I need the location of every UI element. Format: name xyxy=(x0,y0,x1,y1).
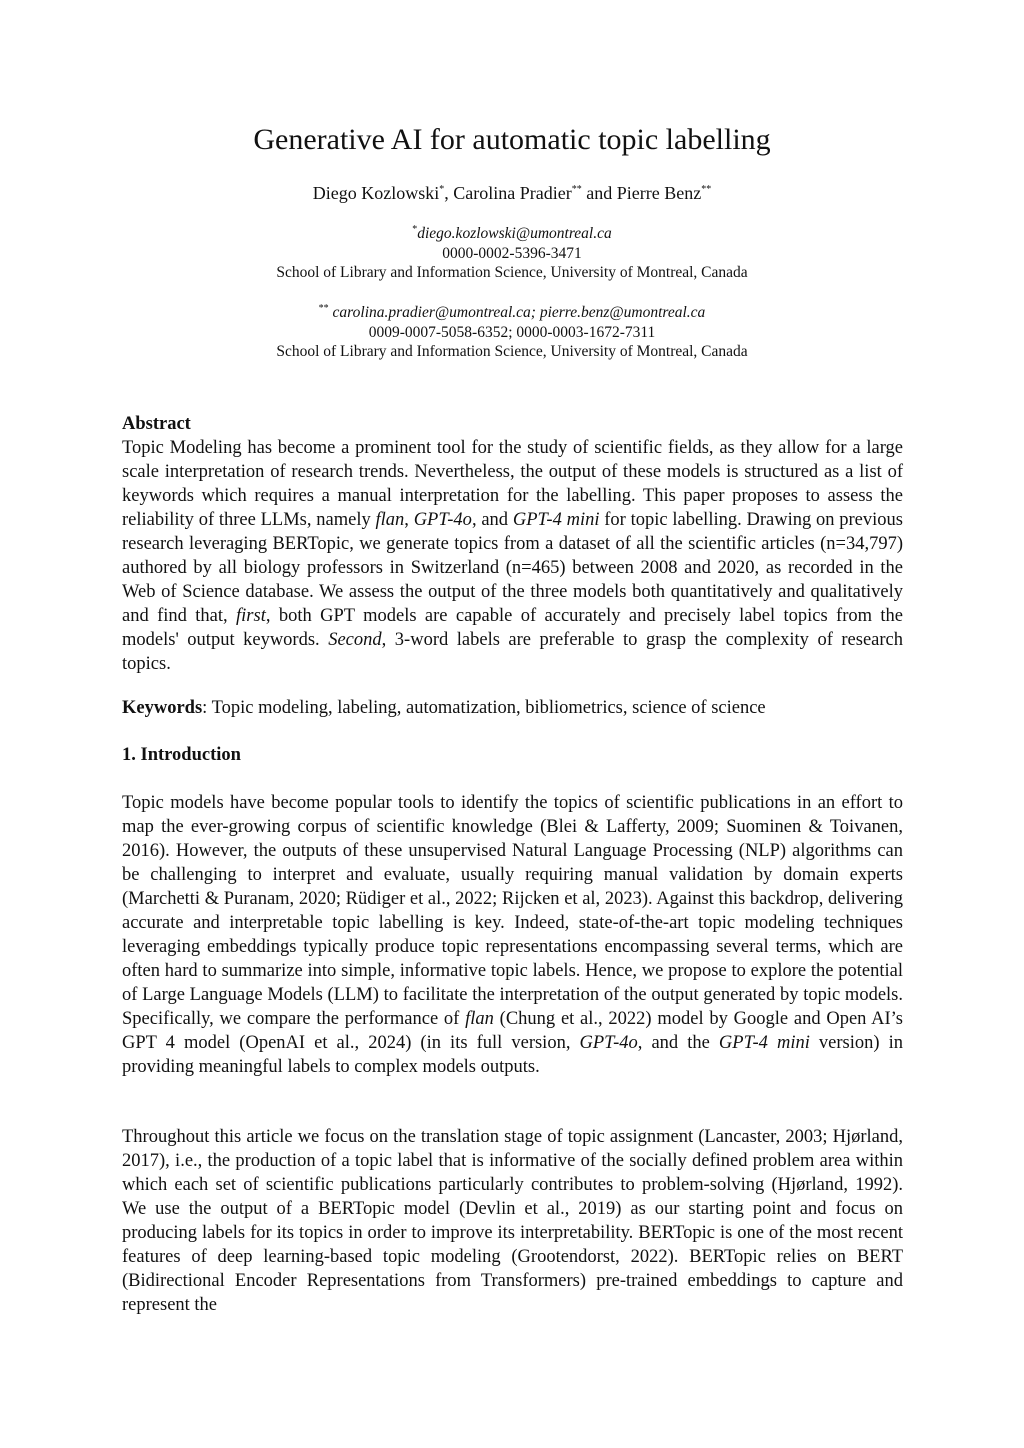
affiliation-block-1 xyxy=(0,224,1024,283)
intro-paragraph-1 xyxy=(122,791,903,1079)
author-separator: and xyxy=(581,183,617,203)
author-marker-2: ** xyxy=(571,184,582,195)
paragraph-text-part: Topic models have become popular tools to identify the topics of scientific publications in an effort to map the ever-growing corpus of scientific knowledge (Blei & Lafferty, 2009; Suominen & Toivanen, 2016). However, the outputs of these unsupervised Natural Language Processing (NLP) algorithms can be challenging to interpret and evaluate, usually requiring manual validation by domain experts (Marchetti & Puranam, 2020; Rüdiger et al., 2022; Rijcken et al, 2023). Against this backdrop, delivering accurate and interpretable topic labelling is key. Indeed, state-of-the-art topic modeling techniques leveraging embeddings typically produce topic representations encompassing several terms, which are often hard to summarize into simple, informative topic labels. Hence, we propose to explore the potential of Large Language Models (LLM) to facilitate the interpretation of the output generated by topic models. Specifically, we compare the performance of xyxy=(122,793,903,1029)
author-kozlowski: Diego Kozlowski xyxy=(312,183,440,203)
abstract-heading: Abstract xyxy=(122,414,191,434)
paragraph-text-part: , and the xyxy=(637,1033,719,1053)
paragraph-text-part: version) in providing meaningful labels to complex models outputs. xyxy=(122,1033,904,1077)
abstract-section xyxy=(122,412,903,676)
affiliation-email-line xyxy=(0,224,1024,244)
abstract-text-part: , xyxy=(404,510,414,530)
keywords-text: : Topic modeling, labeling, automatization, bibliometrics, science of science xyxy=(202,698,766,718)
affiliation-marker: ** xyxy=(318,302,329,314)
affiliation-block-2 xyxy=(0,303,1024,362)
abstract-text xyxy=(122,436,903,676)
affiliation-email-line xyxy=(0,303,1024,323)
orcid-line: 0009-0007-5058-6352; 0000-0003-1672-7311 xyxy=(368,323,656,341)
model-name-flan: flan xyxy=(375,510,405,530)
model-name-gpt4mini: GPT-4 mini xyxy=(718,1033,810,1053)
model-name-flan: flan xyxy=(465,1009,494,1029)
emphasis-second: Second xyxy=(328,630,382,650)
keywords-line xyxy=(122,696,903,720)
model-name-gpt4mini: GPT-4 mini xyxy=(512,510,600,530)
paper-title: Generative AI for automatic topic labelling xyxy=(253,123,771,156)
abstract-text-part: , 3-word labels are preferable to grasp the complexity of research topics. xyxy=(122,630,903,674)
emphasis-first: first xyxy=(236,606,266,626)
author-marker-3: ** xyxy=(701,184,712,195)
orcid-line: 0000-0002-5396-3471 xyxy=(442,244,582,262)
author-separator: , xyxy=(444,183,454,203)
section-heading-introduction: 1. Introduction xyxy=(122,745,241,765)
abstract-text-part: Topic Modeling has become a prominent tool for the study of scientific fields, as they allow for a large scale interpretation of research trends. Nevertheless, the output of these models is structured as a list of keywords which requires a manual interpretation for the labelling. This paper proposes to assess the reliability of three LLMs, namely xyxy=(122,438,903,530)
abstract-text-part: , and xyxy=(471,510,513,530)
author-line xyxy=(0,180,1024,206)
email-link[interactable]: diego.kozlowski@umontreal.ca xyxy=(417,225,612,242)
keywords-label: Keywords xyxy=(122,698,203,718)
author-marker-1: * xyxy=(439,184,445,195)
model-name-gpt4o: GPT-4o xyxy=(579,1033,638,1053)
affiliation-marker: * xyxy=(412,223,418,235)
institution-line: School of Library and Information Science, University of Montreal, Canada xyxy=(276,343,748,360)
email-link[interactable]: carolina.pradier@umontreal.ca; pierre.benz@umontreal.ca xyxy=(328,304,706,321)
institution-line: School of Library and Information Science, University of Montreal, Canada xyxy=(276,264,748,281)
model-name-gpt4o: GPT-4o xyxy=(413,510,472,530)
author-pradier: Carolina Pradier xyxy=(453,183,572,203)
abstract-text-part: , both GPT models are capable of accurately and precisely label topics from the models' output keywords. xyxy=(122,606,903,650)
intro-paragraph-2: Throughout this article we focus on the translation stage of topic assignment (Lancaster, 2003; Hjørland, 2017), i.e., the production of a topic label that is informative of the socially defined problem area within which each set of scientific publications particularly contributes to problem-solving (Hjørland, 1992). We use the output of a BERTopic model (Devlin et al., 2019) as our starting point and focus on producing labels for its topics in order to improve its interpretability. BERTopic is one of the most recent features of deep learning-based topic modeling (Grootendorst, 2022). BERTopic relies on BERT (Bidirectional Encoder Representations from Transformers) pre-trained embeddings to capture and represent the xyxy=(122,1127,903,1315)
abstract-text-part: for topic labelling. Drawing on previous research leveraging BERTopic, we generate topics from a dataset of all the scientific articles (n=34,797) authored by all biology professors in Switzerland (n=465) between 2008 and 2020, as recorded in the Web of Science database. We assess the output of the three models both quantitatively and qualitatively and find that, xyxy=(122,510,903,626)
author-benz: Pierre Benz xyxy=(616,183,702,203)
paragraph-text-part: (Chung et al., 2022) model by Google and Open AI’s GPT 4 model (OpenAI et al., 2024) (in its full version, xyxy=(122,1009,904,1053)
